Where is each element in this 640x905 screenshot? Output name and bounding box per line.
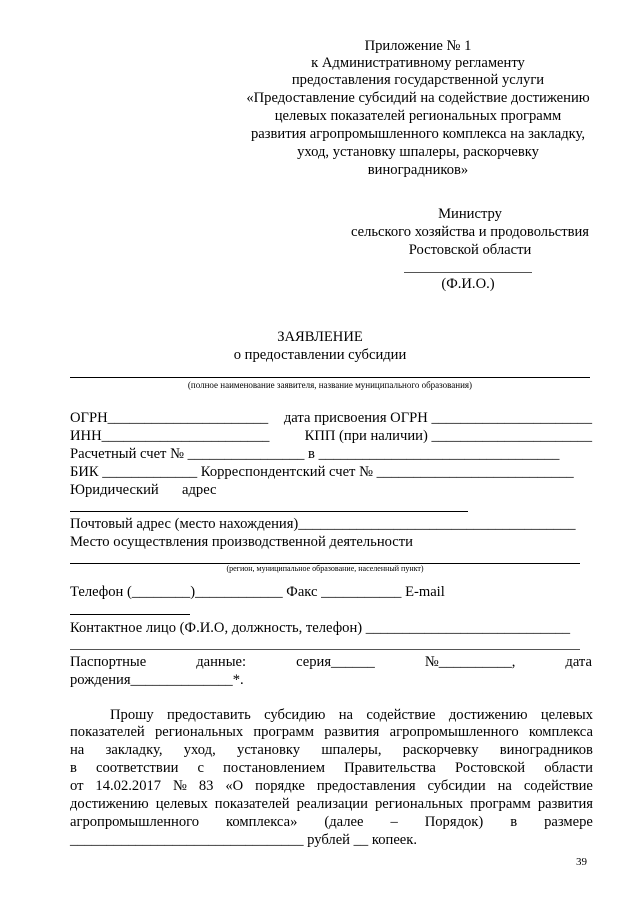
contact-person-field: Контактное лицо (Ф.И.О, должность, телефон) ____________________________: [70, 620, 571, 636]
request-word: от: [70, 778, 84, 794]
request-word: показателей: [214, 796, 290, 812]
request-word: показателей: [70, 724, 145, 740]
request-word: целевых: [155, 796, 208, 812]
request-word: в: [510, 814, 518, 830]
request-word: содействие: [523, 778, 593, 794]
fio-label: (Ф.И.О.): [441, 276, 495, 292]
request-line-2: [70, 724, 593, 740]
request-word: порядке: [255, 778, 305, 794]
request-word: комплекса: [528, 724, 593, 740]
bik-field: БИК _____________ Корреспондентский счет № ___________________________: [70, 464, 574, 480]
header-line: целевых показателей региональных программ: [274, 108, 562, 124]
request-word: виноградников: [499, 742, 593, 758]
addressee-line: Министру: [438, 206, 502, 222]
ogrn-field: ОГРН______________________: [70, 410, 269, 426]
request-word: Порядок): [424, 814, 484, 830]
fio-underline: [404, 272, 532, 273]
request-word: на: [70, 742, 85, 758]
request-word: Прошу: [110, 707, 154, 723]
request-word: №: [173, 778, 187, 794]
header-line: виноградников»: [367, 162, 469, 178]
email-line: [70, 614, 190, 615]
passport-number: №__________,: [424, 654, 516, 670]
request-line-3: [70, 742, 593, 758]
request-word: на: [497, 778, 512, 794]
passport-row: [70, 654, 592, 670]
request-line-words: [110, 706, 593, 724]
request-word: уход,: [183, 742, 216, 758]
document-subtitle: о предоставлении субсидии: [233, 347, 407, 363]
header-line: «Предоставление субсидий на содействие достижению: [246, 90, 590, 106]
request-line-words: [70, 796, 593, 812]
request-word: Правительства: [344, 760, 436, 776]
request-word: региональных: [154, 724, 244, 740]
request-word: 83: [198, 778, 214, 794]
request-word: закладку,: [105, 742, 163, 758]
request-word: реализации: [296, 796, 368, 812]
request-line-6: [70, 796, 593, 812]
legal-address-line: [70, 511, 468, 512]
request-word: области: [544, 760, 593, 776]
inn-field: ИНН_______________________: [70, 428, 270, 444]
request-word: шпалеры,: [321, 742, 382, 758]
request-word: предоставления: [316, 778, 416, 794]
request-word: постановлением: [223, 760, 325, 776]
request-word: субсидии: [427, 778, 486, 794]
request-word: установку: [237, 742, 301, 758]
request-line-words: [70, 742, 593, 758]
region-hint: (регион, муниципальное образование, населенный пункт): [226, 564, 424, 573]
addressee-line: Ростовской области: [408, 242, 532, 258]
page-number: 39: [576, 856, 587, 868]
request-line-4: [70, 760, 593, 776]
contact-line: [70, 649, 580, 650]
request-amount-line: ________________________________ рублей __ копеек.: [70, 832, 418, 848]
request-word: размере: [544, 814, 593, 830]
activity-place-label: Место осуществления производственной деятельности: [70, 534, 413, 550]
ogrn-date-field: дата присвоения ОГРН ______________________: [283, 410, 592, 426]
header-line: предоставления государственной услуги: [291, 72, 545, 88]
header-line: к Административному регламенту: [311, 55, 525, 71]
request-word: на: [338, 707, 354, 723]
request-word: содействие: [366, 707, 436, 723]
request-word: развития: [324, 724, 380, 740]
legal-address-label: Юридический: [70, 482, 159, 498]
request-word: предоставить: [167, 707, 251, 723]
request-line-1: [110, 706, 593, 724]
request-word: Ростовской: [454, 760, 526, 776]
request-word: агропромышленного: [389, 724, 519, 740]
request-word: достижению: [448, 707, 528, 723]
postal-address-field: Почтовый адрес (место нахождения)______________________________________: [70, 516, 576, 532]
birth-date-field: рождения______________*.: [70, 672, 244, 688]
request-word: –: [390, 814, 398, 830]
request-word: развития: [537, 796, 593, 812]
phone-fax-email-field: Телефон (________)____________ Факс ___________ E-mail: [70, 584, 445, 600]
request-word: региональных: [374, 796, 464, 812]
inn-row: [70, 428, 592, 444]
request-word: раскорчевку: [402, 742, 479, 758]
request-line-words: [70, 760, 593, 776]
request-word: 14.02.2017: [95, 778, 162, 794]
request-word: в: [70, 760, 77, 776]
applicant-name-line: [70, 377, 590, 378]
header-line: развития агропромышленного комплекса на закладку,: [251, 126, 585, 142]
addressee-line: сельского хозяйства и продовольствия: [350, 224, 590, 240]
request-word: соответствии: [95, 760, 179, 776]
request-word: «О: [225, 778, 244, 794]
request-word: программ: [470, 796, 531, 812]
passport-series: серия______: [296, 654, 375, 670]
request-word: субсидию: [264, 707, 326, 723]
request-word: с: [197, 760, 205, 776]
request-word: целевых: [540, 707, 593, 723]
passport-word: данные:: [196, 654, 247, 670]
header-line: уход, установку шпалеры, раскорчевку: [297, 144, 539, 160]
request-line-words: [70, 814, 593, 830]
applicant-hint: (полное наименование заявителя, название муниципального образования): [187, 380, 473, 390]
request-word: (далее: [324, 814, 364, 830]
account-field: Расчетный счет № ________________ в _________________________________: [70, 446, 560, 462]
request-line-5: [70, 778, 593, 794]
passport-word: дата: [565, 654, 592, 670]
request-word: агропромышленного: [70, 814, 200, 830]
legal-address-label-2: адрес: [182, 482, 217, 498]
document-title: ЗАЯВЛЕНИЕ: [277, 329, 363, 345]
request-line-words: [70, 724, 593, 740]
ogrn-row: [70, 410, 592, 426]
request-word: достижению: [70, 796, 149, 812]
request-word: программ: [253, 724, 314, 740]
request-line-7: [70, 814, 593, 830]
passport-word: Паспортные: [70, 654, 147, 670]
request-word: комплекса»: [226, 814, 298, 830]
appendix-title: Приложение № 1: [364, 38, 472, 54]
request-line-words: [70, 778, 593, 794]
kpp-field: КПП (при наличии) ______________________: [304, 428, 592, 444]
